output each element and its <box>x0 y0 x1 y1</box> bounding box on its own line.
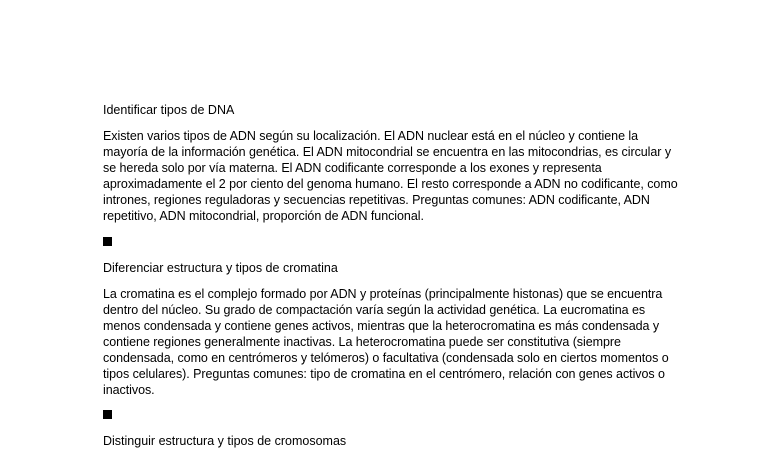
section-heading-dna-types: Identificar tipos de DNA <box>103 103 235 117</box>
section-body-dna-types: Existen varios tipos de ADN según su localización. El ADN nuclear está en el núcleo y contiene la mayoría de la información genética. El ADN mitocondrial se encuentra en las mitocondrias, es circular y se hereda solo por vía materna. El ADN codificante corresponde a los exones y representa aproximadamente el 2 por ciento del genoma humano. El resto corresponde a ADN no codificante, como intrones, regiones reguladoras y secuencias repetitivas. Preguntas comunes: ADN codificante, ADN repetitivo, ADN mitocondrial, proporción de ADN funcional. <box>103 129 678 224</box>
section-body-chromatin: La cromatina es el complejo formado por ADN y proteínas (principalmente histonas) que se encuentra dentro del núcleo. Su grado de compactación varía según la actividad genética. La eucromatina es menos condensada y contiene genes activos, mientras que la heterocromatina es más condensada y contiene regiones generalmente inactivas. La heterocromatina puede ser constitutiva (siempre condensada, como en centrómeros y telómeros) o facultativa (condensada solo en ciertos momentos o tipos celulares). Preguntas comunes: tipo de cromatina en el centrómero, relación con genes activos o inactivos. <box>103 286 669 398</box>
square-bullet-icon <box>103 237 112 246</box>
section-heading-chromosomes: Distinguir estructura y tipos de cromosomas <box>103 434 347 449</box>
document-content <box>103 102 683 459</box>
section-heading-chromatin: Diferenciar estructura y tipos de cromatina <box>103 260 338 275</box>
square-bullet-icon <box>103 410 112 419</box>
